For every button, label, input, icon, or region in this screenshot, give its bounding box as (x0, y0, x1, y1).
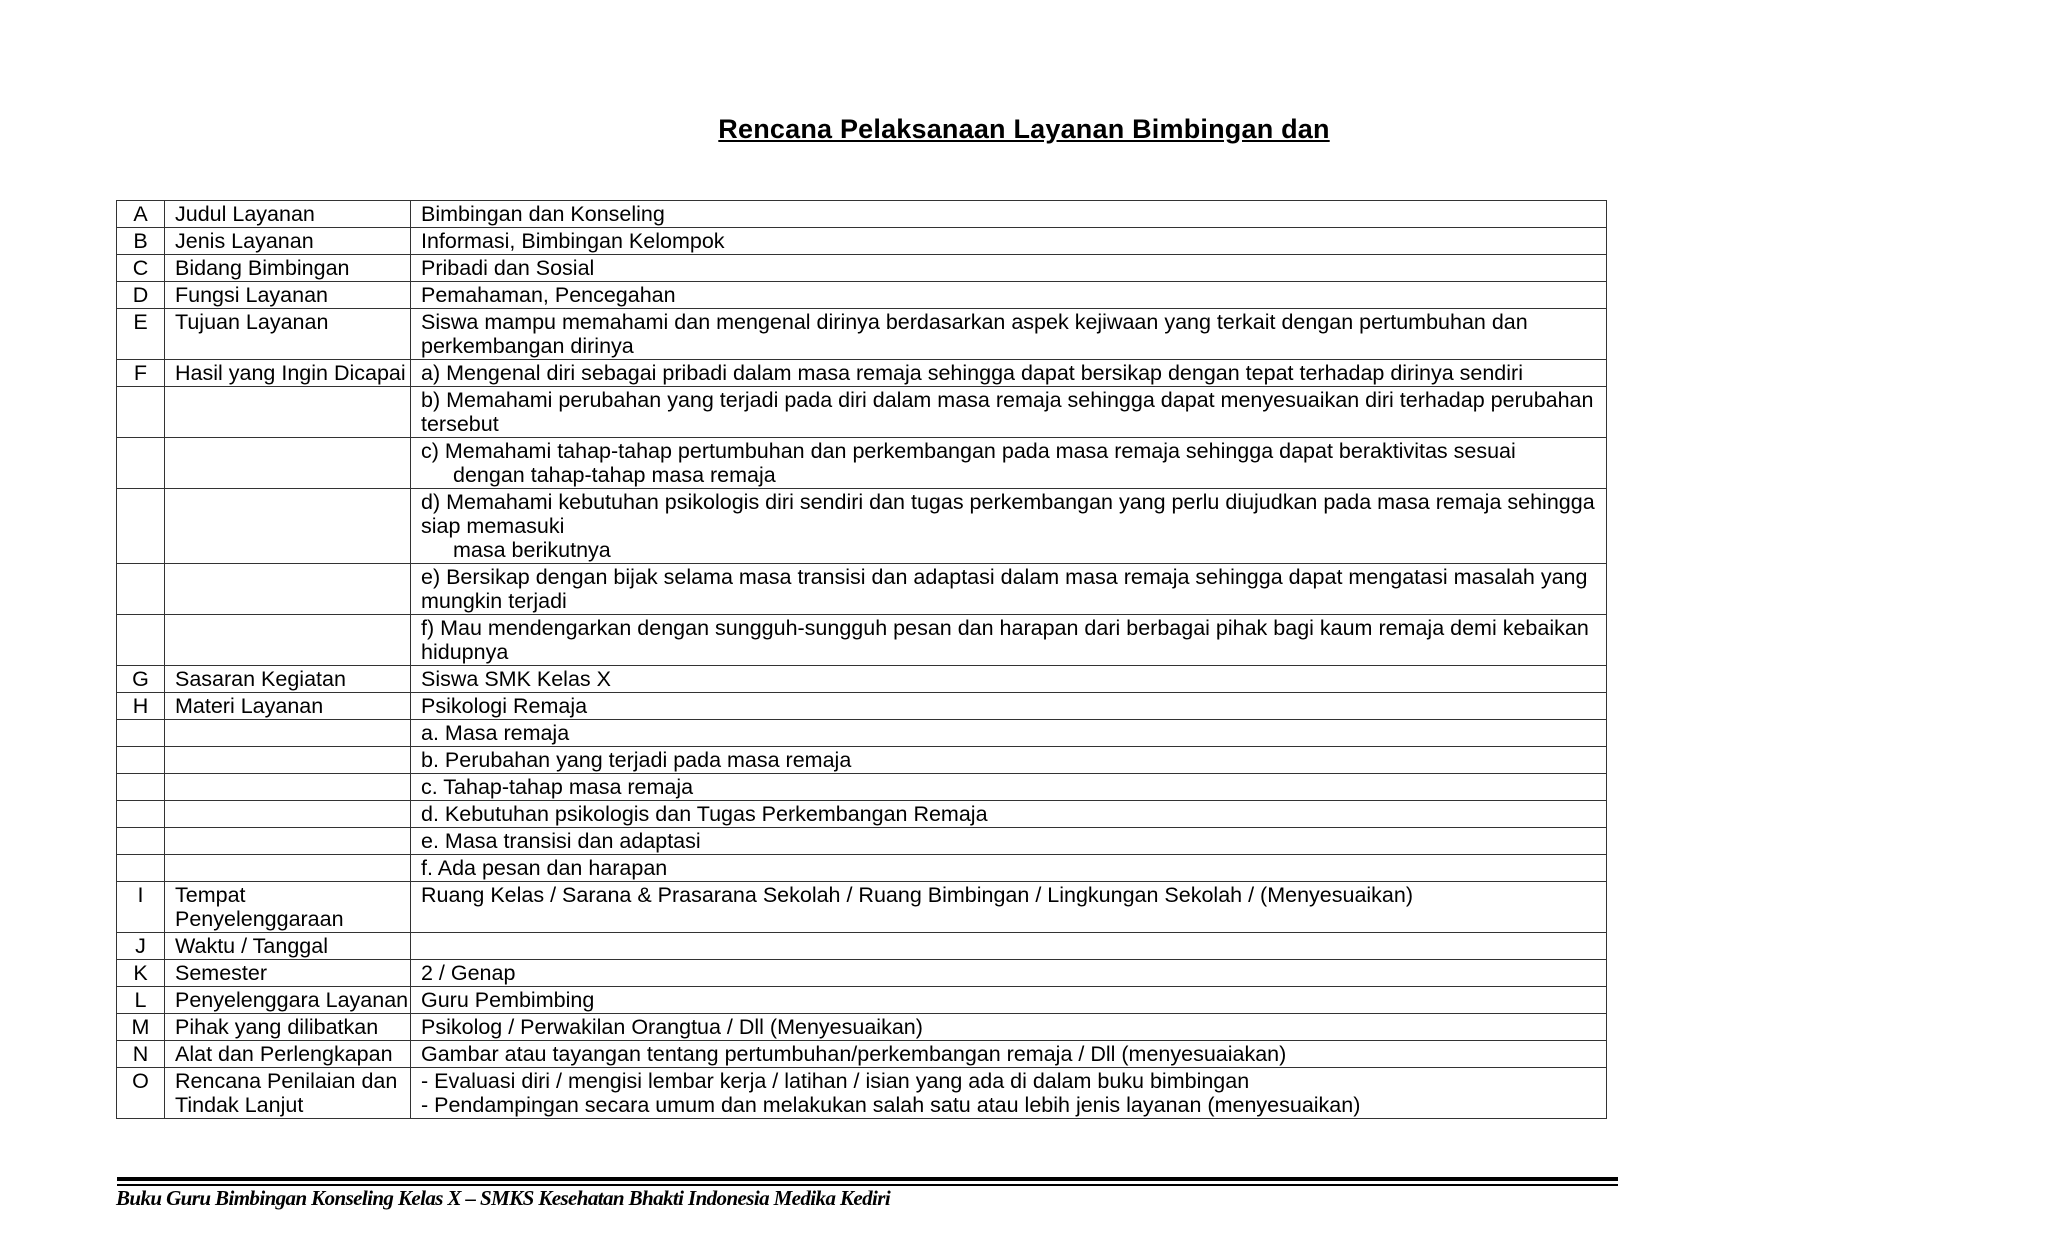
row-label (165, 564, 411, 615)
row-code: F (117, 360, 165, 387)
table-row (117, 882, 1607, 933)
row-code (117, 489, 165, 564)
row-label: Alat dan Perlengkapan (165, 1041, 411, 1068)
row-value-text: 2 / Genap (421, 961, 516, 985)
row-value (411, 360, 1607, 387)
table-row (117, 489, 1607, 564)
row-code (117, 615, 165, 666)
row-label: Materi Layanan (165, 693, 411, 720)
row-code: N (117, 1041, 165, 1068)
row-value-text: Gambar atau tayangan tentang pertumbuhan/perkembangan remaja / Dll (menyesuaiakan) (421, 1042, 1287, 1066)
row-label (165, 489, 411, 564)
row-code: A (117, 201, 165, 228)
row-label: Rencana Penilaian dan Tindak Lanjut (165, 1068, 411, 1119)
row-code (117, 828, 165, 855)
row-code: G (117, 666, 165, 693)
footer-text: Buku Guru Bimbingan Konseling Kelas X – SMKS Kesehatan Bhakti Indonesia Medika Kediri (116, 1186, 891, 1210)
row-label (165, 720, 411, 747)
table-row (117, 666, 1607, 693)
row-value-text: c) Memahami tahap-tahap pertumbuhan dan perkembangan pada masa remaja sehingga dapat beraktivitas sesuai (421, 439, 1516, 463)
row-value (411, 615, 1607, 666)
row-label (165, 774, 411, 801)
table-row (117, 228, 1607, 255)
row-value-text-continued: - Pendampingan secara umum dan melakukan salah satu atau lebih jenis layanan (menyesuaikan) (421, 1093, 1361, 1117)
row-value-text: b) Memahami perubahan yang terjadi pada diri dalam masa remaja sehingga dapat menyesuaikan diri terhadap perubahan tersebut (421, 388, 1594, 436)
table-row (117, 828, 1607, 855)
row-code: K (117, 960, 165, 987)
row-label: Tempat Penyelenggaraan (165, 882, 411, 933)
row-label (165, 828, 411, 855)
row-label: Penyelenggara Layanan (165, 987, 411, 1014)
row-value-text: e) Bersikap dengan bijak selama masa transisi dan adaptasi dalam masa remaja sehingga dapat mengatasi masalah yang mungkin terjadi (421, 565, 1588, 613)
row-value (411, 564, 1607, 615)
row-value (411, 201, 1607, 228)
row-value-text: Siswa SMK Kelas X (421, 667, 611, 691)
row-code: I (117, 882, 165, 933)
row-value-text: Bimbingan dan Konseling (421, 202, 665, 226)
row-code (117, 855, 165, 882)
table-row (117, 255, 1607, 282)
row-code (117, 438, 165, 489)
row-label: Hasil yang Ingin Dicapai (165, 360, 411, 387)
row-value (411, 693, 1607, 720)
row-value (411, 387, 1607, 438)
row-value (411, 489, 1607, 564)
table-row (117, 1068, 1607, 1119)
row-label: Sasaran Kegiatan (165, 666, 411, 693)
row-value-text: - Evaluasi diri / mengisi lembar kerja / latihan / isian yang ada di dalam buku bimbingan (421, 1069, 1250, 1093)
row-value (411, 987, 1607, 1014)
row-label: Tujuan Layanan (165, 309, 411, 360)
row-code (117, 774, 165, 801)
table-row (117, 720, 1607, 747)
row-value (411, 666, 1607, 693)
row-value (411, 255, 1607, 282)
row-value (411, 774, 1607, 801)
table-row (117, 438, 1607, 489)
row-value (411, 720, 1607, 747)
row-code: J (117, 933, 165, 960)
row-code: D (117, 282, 165, 309)
row-value-text: Pribadi dan Sosial (421, 256, 595, 280)
row-value-text-continued: dengan tahap-tahap masa remaja (453, 463, 776, 487)
row-label: Bidang Bimbingan (165, 255, 411, 282)
row-value-text: Psikologi Remaja (421, 694, 588, 718)
row-value-text: f) Mau mendengarkan dengan sungguh-sungguh pesan dan harapan dari berbagai pihak bagi kaum remaja demi kebaikan hidupnya (421, 616, 1589, 664)
row-label (165, 747, 411, 774)
row-value-text: Psikolog / Perwakilan Orangtua / Dll (Menyesuaikan) (421, 1015, 923, 1039)
row-value-text: Guru Pembimbing (421, 988, 595, 1012)
row-label: Pihak yang dilibatkan (165, 1014, 411, 1041)
row-value (411, 282, 1607, 309)
row-value (411, 801, 1607, 828)
document-title: Rencana Pelaksanaan Layanan Bimbingan dan (718, 114, 1330, 144)
row-value (411, 1014, 1607, 1041)
row-value-text: Ruang Kelas / Sarana & Prasarana Sekolah / Ruang Bimbingan / Lingkungan Sekolah / (Menyesuaikan) (421, 883, 1414, 907)
table-row (117, 360, 1607, 387)
table-row (117, 774, 1607, 801)
row-value-text: d. Kebutuhan psikologis dan Tugas Perkembangan Remaja (421, 802, 988, 826)
row-code: C (117, 255, 165, 282)
table-row (117, 933, 1607, 960)
row-label: Waktu / Tanggal (165, 933, 411, 960)
row-label (165, 387, 411, 438)
row-code: L (117, 987, 165, 1014)
row-value (411, 1041, 1607, 1068)
table-row (117, 747, 1607, 774)
row-value (411, 933, 1607, 960)
row-value-text: c. Tahap-tahap masa remaja (421, 775, 694, 799)
row-value-text: Pemahaman, Pencegahan (421, 283, 676, 307)
row-label (165, 615, 411, 666)
row-value (411, 960, 1607, 987)
row-value-text: e. Masa transisi dan adaptasi (421, 829, 701, 853)
table-row (117, 564, 1607, 615)
row-value-text: f. Ada pesan dan harapan (421, 856, 668, 880)
table-row (117, 1014, 1607, 1041)
row-label: Jenis Layanan (165, 228, 411, 255)
row-code: E (117, 309, 165, 360)
row-value (411, 309, 1607, 360)
row-label: Semester (165, 960, 411, 987)
table-row (117, 855, 1607, 882)
row-code (117, 801, 165, 828)
row-code (117, 387, 165, 438)
table-row (117, 615, 1607, 666)
row-value (411, 1068, 1607, 1119)
row-value (411, 828, 1607, 855)
row-label (165, 801, 411, 828)
row-code (117, 747, 165, 774)
table-row (117, 387, 1607, 438)
row-code: H (117, 693, 165, 720)
row-value (411, 438, 1607, 489)
service-plan-table (116, 200, 1607, 1119)
row-value-text-continued: masa berikutnya (453, 538, 611, 562)
row-label (165, 438, 411, 489)
row-value-text: b. Perubahan yang terjadi pada masa remaja (421, 748, 852, 772)
row-code: O (117, 1068, 165, 1119)
table-row (117, 201, 1607, 228)
row-code: M (117, 1014, 165, 1041)
row-value (411, 855, 1607, 882)
row-code (117, 720, 165, 747)
row-value (411, 747, 1607, 774)
row-label (165, 855, 411, 882)
table-row (117, 987, 1607, 1014)
table-row (117, 282, 1607, 309)
row-value-text: d) Memahami kebutuhan psikologis diri sendiri dan tugas perkembangan yang perlu diujudkan pada masa remaja sehingga siap memasuki (421, 490, 1595, 538)
footer-rule-thick (117, 1177, 1618, 1181)
row-code: B (117, 228, 165, 255)
table-row (117, 801, 1607, 828)
row-label: Fungsi Layanan (165, 282, 411, 309)
table-row (117, 309, 1607, 360)
row-value-text: a. Masa remaja (421, 721, 570, 745)
row-label: Judul Layanan (165, 201, 411, 228)
row-value-text: a) Mengenal diri sebagai pribadi dalam masa remaja sehingga dapat bersikap dengan tepat terhadap dirinya sendiri (421, 361, 1523, 385)
table-row (117, 693, 1607, 720)
row-value-text: Siswa mampu memahami dan mengenal dirinya berdasarkan aspek kejiwaan yang terkait dengan pertumbuhan dan perkembangan dirinya (421, 310, 1528, 358)
row-value-text: Informasi, Bimbingan Kelompok (421, 229, 725, 253)
row-value (411, 228, 1607, 255)
table-row (117, 960, 1607, 987)
row-value (411, 882, 1607, 933)
row-code (117, 564, 165, 615)
table-row (117, 1041, 1607, 1068)
